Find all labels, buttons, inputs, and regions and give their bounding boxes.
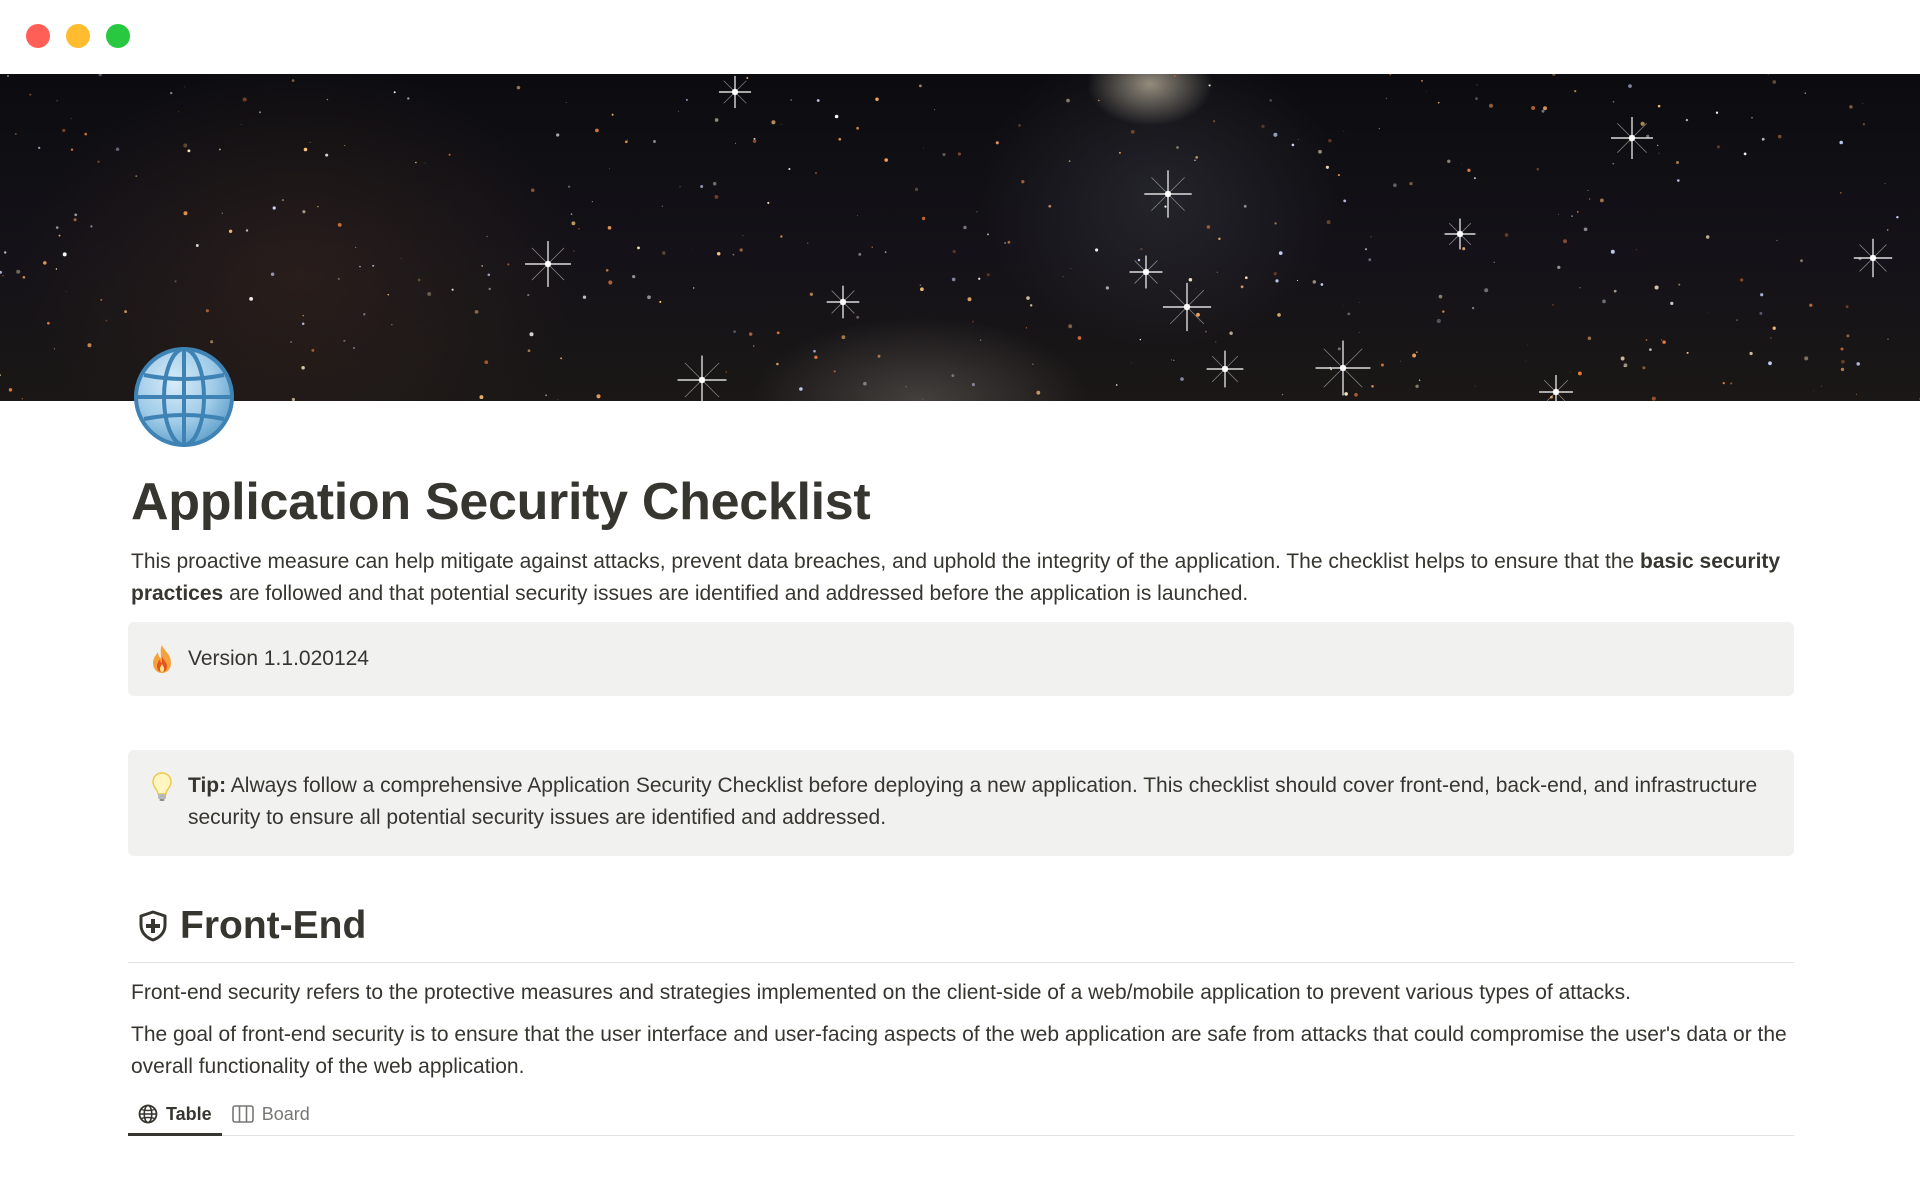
fire-icon <box>146 644 178 674</box>
globe-icon[interactable] <box>132 345 236 449</box>
tip-body: Always follow a comprehensive Application Security Checklist before deploying a new application. This checklist should cover front-end, back-end, and infrastructure security to ensure all potential security issues are identified and addressed. <box>188 774 1758 829</box>
lightbulb-icon <box>146 772 178 802</box>
tip-text <box>188 770 1774 834</box>
page-content <box>128 460 1794 1136</box>
view-tabs <box>128 1091 1794 1136</box>
section-heading-front-end[interactable] <box>136 896 1794 956</box>
cover-image[interactable] <box>0 74 1920 401</box>
intro-text-end: are followed and that potential security issues are identified and addressed before the application is launched. <box>223 582 1249 605</box>
close-window-button[interactable] <box>26 24 50 48</box>
tab-board-label: Board <box>261 1103 310 1124</box>
starfield-image <box>0 74 1920 401</box>
title-bar <box>0 0 1920 74</box>
board-icon <box>232 1105 254 1123</box>
zoom-window-button[interactable] <box>106 24 130 48</box>
intro-bold-text: basic security practices <box>131 550 1781 605</box>
globe-icon <box>138 1104 158 1124</box>
intro-paragraph[interactable] <box>131 546 1791 610</box>
version-callout[interactable] <box>128 622 1794 696</box>
tip-callout[interactable] <box>128 750 1794 856</box>
section-title: Front-End <box>180 904 367 947</box>
section-divider <box>128 962 1794 963</box>
section-paragraph-1[interactable]: Front-end security refers to the protective measures and strategies implemented on the client-side of a web/mobile application to prevent various types of attacks. <box>131 981 1631 1004</box>
minimize-window-button[interactable] <box>66 24 90 48</box>
tab-board[interactable] <box>222 1093 320 1135</box>
version-text: Version 1.1.020124 <box>188 647 369 670</box>
shield-plus-icon <box>136 909 170 943</box>
intro-text: This proactive measure can help mitigate against attacks, prevent data breaches, and uphold the integrity of the application. The checklist helps to ensure that the <box>131 550 1641 573</box>
tab-table-label: Table <box>166 1103 212 1124</box>
tab-table[interactable] <box>128 1093 222 1135</box>
tip-label: Tip: <box>188 774 227 797</box>
section-paragraph-2[interactable]: The goal of front-end security is to ensure that the user interface and user-facing aspects of the web application are safe from attacks that could compromise the user's data or the overall functionality of the web application. <box>131 1023 1787 1078</box>
page-title[interactable]: Application Security Checklist <box>131 473 871 531</box>
